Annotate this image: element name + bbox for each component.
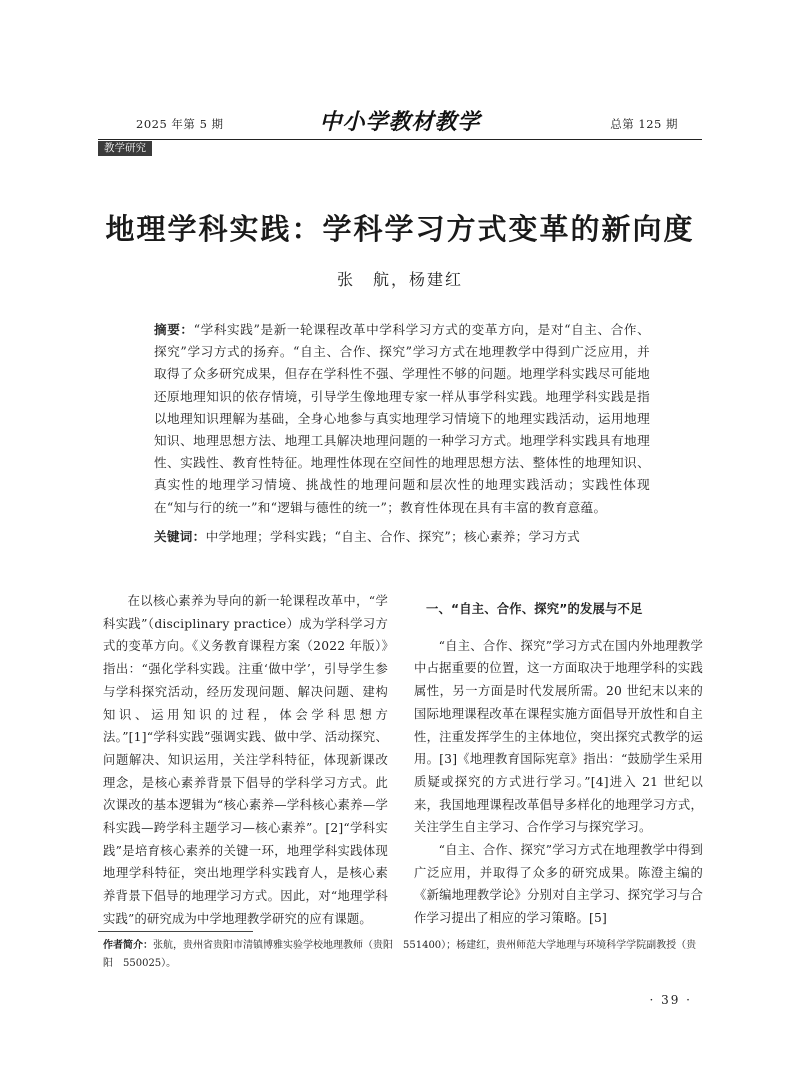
article-authors: 张 航，杨建红	[336, 270, 463, 289]
body-paragraph: “自主、合作、探究”学习方式在国内外地理教学中占据重要的位置，这一方面取决于地理学科的实践属性，另一方面是时代发展所需。20 世纪末以来的国际地理课程改革在课程实施方面倡导开放性和自主性，注重发挥学生的主体地位，突出探究式教学的运用。[3]《地理教育国际宪章》指出：“鼓励学生采用质疑或探究的方式进行学习。”[4]进入 21 世纪以来，我国地理课程改革倡导多样化的地理学习方式，关注学生自主学习、合作学习与探究学习。	[414, 638, 703, 835]
author-footnote	[103, 937, 703, 973]
body-right-column	[414, 590, 703, 930]
keywords	[154, 526, 650, 548]
total-issue-label: 总第 125 期	[610, 117, 678, 131]
abstract-label: 摘要：	[154, 322, 194, 337]
keywords-text: 中学地理；学科实践；“自主、合作、探究”；核心素养；学习方式	[205, 529, 581, 544]
journal-logo: 中小学教材教学	[319, 110, 481, 135]
body-paragraph: 在以核心素养为导向的新一轮课程改革中，“学科实践”（disciplinary practice）成为学科学习方式的变革方向。《义务教育课程方案（2022 年版）》指出：“强化学科实践。注重‘做中学’，引导学生参与学科探究活动，经历发现问题、解决问题、建构知识、运用知识的过程，体会学科思想方法。”[1]“学科实践”强调实践、做中学、活动探究、问题解决、知识运用，关注学科特征，体现新课改理念，是核心素养背景下倡导的学科学习方式。此次课改的基本逻辑为“核心素养—学科核心素养—学科实践—跨学科主题学习—核心素养”。[2]“学科实践”是培育核心素养的关键一环，地理学科实践体现地理学科特征，突出地理学科实践育人，是核心素养背景下倡导的地理学习方式。因此，对“地理学科实践”的研究成为中学地理教学研究的应有课题。	[103, 594, 388, 926]
abstract-text: “学科实践”是新一轮课程改革中学科学习方式的变革方向，是对“自主、合作、探究”学习方式的扬弃。“自主、合作、探究”学习方式在地理教学中得到广泛应用，并取得了众多研究成果，但存在学科性不强、学理性不够的问题。地理学科实践尽可能地还原地理知识的依存情境，引导学生像地理专家一样从事学科实践。地理学科实践是指以地理知识理解为基础，全身心地参与真实地理学习情境下的地理实践活动，运用地理知识、地理思想方法、地理工具解决地理问题的一种学习方式。地理学科实践具有地理性、实践性、教育性特征。地理性体现在空间性的地理思想方法、整体性的地理知识、真实性的地理学习情境、挑战性的地理问题和层次性的地理实践活动；实践性体现在“知与行的统一”和“逻辑与德性的统一”；教育性体现在具有丰富的教育意蕴。	[154, 322, 650, 515]
article-title: 地理学科实践：学科学习方式变革的新向度	[105, 212, 695, 246]
footnote-label: 作者简介：	[103, 940, 153, 951]
footnote-text: 张航，贵州省贵阳市清镇博雅实验学校地理教师（贵阳 551400）；杨建红，贵州师范大学地理与环境科学学院副教授（贵阳 550025）。	[103, 940, 697, 969]
section-tag: 教学研究	[98, 141, 152, 156]
body-left-column	[103, 590, 388, 931]
page-number: · 39 ·	[649, 993, 692, 1007]
issue-label: 2025 年第 5 期	[136, 117, 224, 131]
footnote-rule	[98, 931, 253, 932]
header-rule	[98, 139, 702, 140]
keywords-label: 关键词：	[154, 529, 206, 544]
section-heading: 一、“自主、合作、探究”的发展与不足	[426, 602, 643, 616]
body-paragraph: “自主、合作、探究”学习方式在地理教学中得到广泛应用，并取得了众多的研究成果。陈澄主编的《新编地理教学论》分别对自主学习、探究学习与合作学习提出了相应的学习策略。[5]	[414, 843, 703, 926]
abstract	[154, 319, 650, 519]
